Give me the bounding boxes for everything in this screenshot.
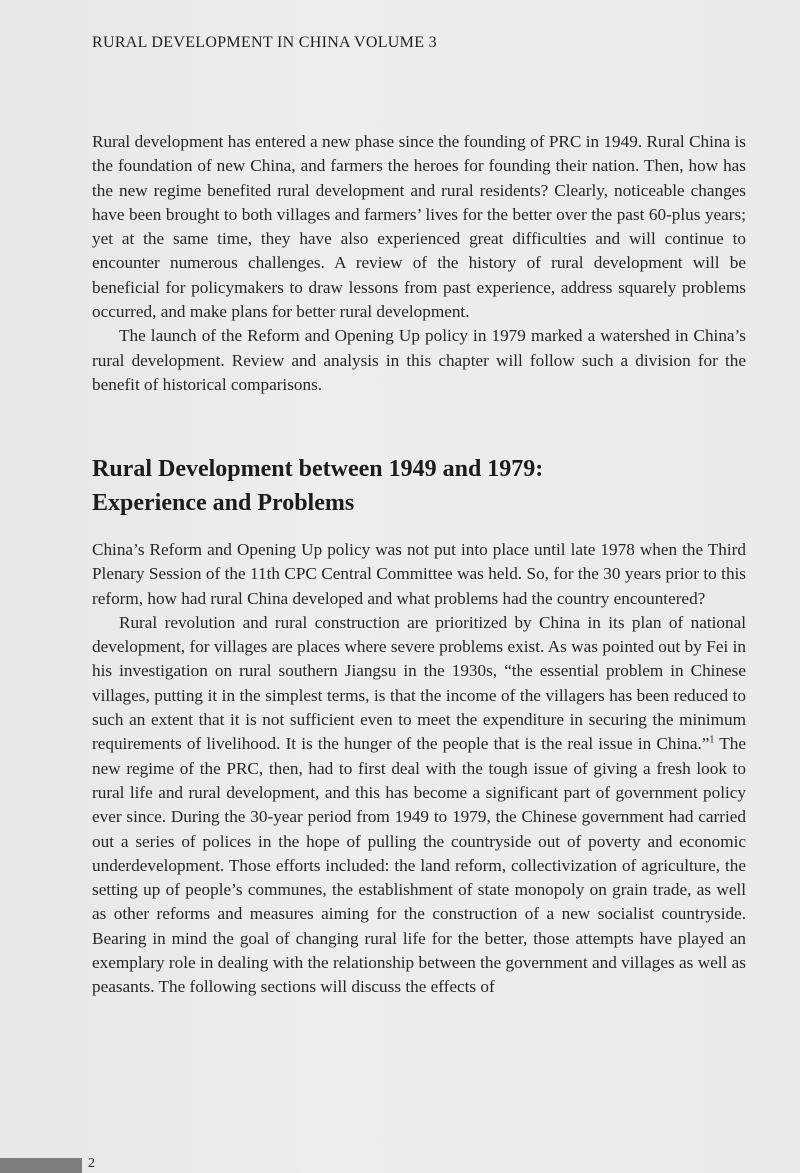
section-heading: [92, 452, 752, 520]
running-head: RURAL DEVELOPMENT IN CHINA VOLUME 3: [92, 34, 437, 51]
section-body-text: [92, 538, 746, 1000]
intro-paragraph-2: The launch of the Reform and Opening Up policy in 1979 marked a watershed in China’s rural development. Review and analysis in this chapter will follow such a division for the benefit of historical comparisons.: [92, 326, 746, 394]
paragraph-2-text-before-note: Rural revolution and rural construction are prioritized by China in its plan of national development, for villages are places where severe problems exist. As was pointed out by Fei in his investigation on rural southern Jiangsu in the 1930s, “the essential problem in Chinese villages, putting it in the simplest terms, is that the income of the villagers has been reduced to such an extent that it is not sufficient even to meet the expenditure in securing the minimum requirements of livelihood. It is the hunger of the people that is the real issue in China.”: [92, 612, 746, 754]
section-paragraph-1: China’s Reform and Opening Up policy was not put into place until late 1978 when the Third Plenary Session of the 11th CPC Central Committee was held. So, for the 30 years prior to this reform, how had rural China developed and what problems had the country encountered?: [92, 540, 746, 608]
footnote-marker: 1: [709, 734, 715, 746]
paragraph-2-text-after-note: The new regime of the PRC, then, had to first deal with the tough issue of giving a fresh look to rural life and rural development, and this has become a significant part of government policy ever since. During the 30-year period from 1949 to 1979, the Chinese government had carried out a series of polices in the hope of pulling the countryside out of poverty and economic underdevelopment. Those efforts included: the land reform, collectivization of agriculture, the setting up of people’s communes, the establishment of state monopoly on grain trade, as well as other reforms and measures aiming for the construction of a new socialist countryside. Bearing in mind the goal of changing rural life for the better, those attempts have played an exemplary role in dealing with the relationship between the government and villages as well as peasants. The following sections will discuss the effects of: [92, 734, 746, 997]
section-heading-line-2: Experience and Problems: [92, 490, 355, 516]
page-number: 2: [88, 1156, 95, 1171]
intro-text: [92, 130, 746, 397]
intro-paragraph-1: Rural development has entered a new phase since the founding of PRC in 1949. Rural China is the foundation of new China, and farmers the heroes for founding their nation. Then, how has the new regime benefited rural development and rural residents? Clearly, noticeable changes have been brought to both villages and farmers’ lives for the better over the past 60-plus years; yet at the same time, they have also experienced great difficulties and will continue to encounter numerous challenges. A review of the history of rural development will be beneficial for policymakers to draw lessons from past experience, address squarely problems occurred, and make plans for better rural development.: [92, 132, 746, 322]
section-heading-line-1: Rural Development between 1949 and 1979:: [92, 456, 544, 482]
section-paragraph-2: [92, 611, 746, 1000]
folio-bar: [0, 1158, 82, 1173]
